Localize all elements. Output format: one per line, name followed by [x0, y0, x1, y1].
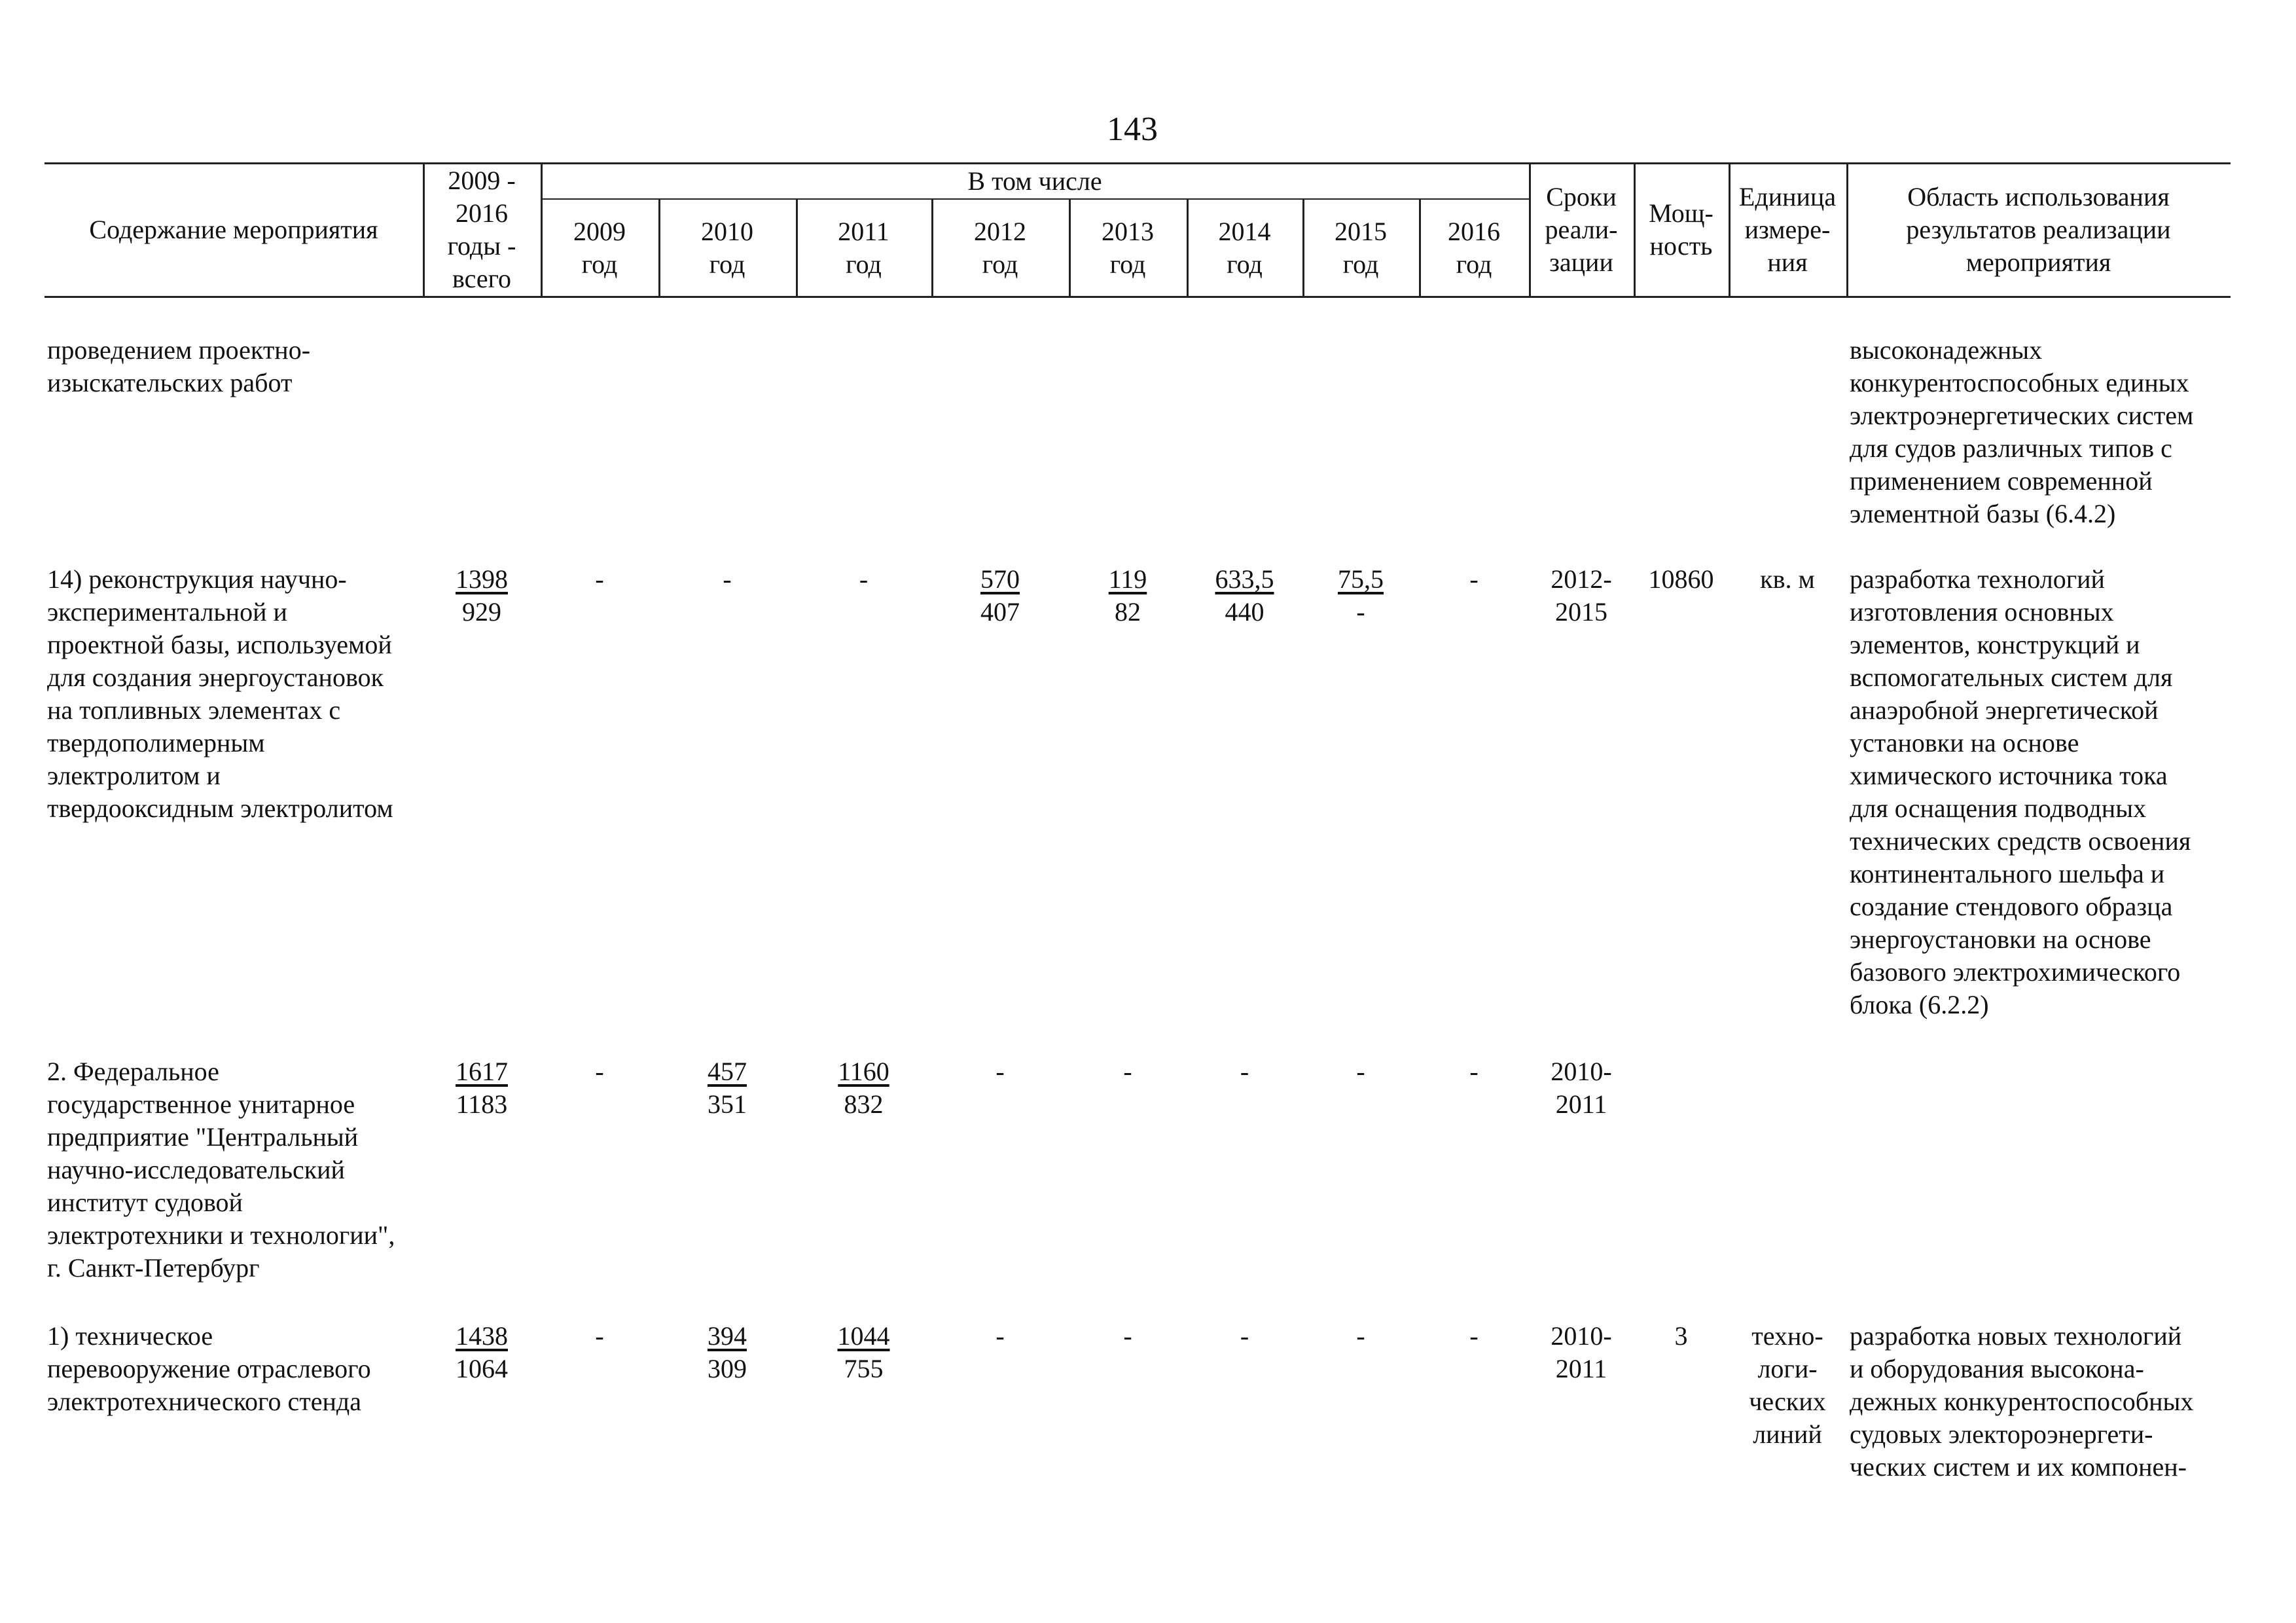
row-area: разработка технологий изготовления основных элементов, конструкций и вспомогательных систем для анаэробной энергетической установки на основе химического источника тока для оснащения подводных технических средств освоения континентального шельфа и создание стендового образца энергоустановки на основе базового электрохимического блока (6.2.2): [1850, 564, 2191, 1019]
year-2013-value: -: [1123, 1057, 1132, 1086]
year-2013-value-bottom: 82: [1115, 597, 1141, 627]
year-2009-value: -: [595, 564, 604, 594]
year-2011-value: [796, 1055, 931, 1121]
year-2012-value: [931, 563, 1069, 629]
year-2014-value: -: [1240, 1321, 1249, 1351]
total-value-top: 1438: [456, 1321, 508, 1351]
year-2013-value: -: [1123, 1321, 1132, 1351]
row-content: 14) реконструкция научно- экспериментальной и проектной базы, используемой для создания энергоустановок на топливных элементах с твердополимерным электролитом и твердооксидным электролитом: [47, 564, 393, 823]
year-2010-value-bottom: 351: [708, 1089, 747, 1119]
header-total: 2009 - 2016 годы - всего: [447, 166, 516, 293]
header-year-2013: 2013 год: [1102, 216, 1154, 279]
header-area: Область использования результатов реализации мероприятия: [1906, 182, 2171, 277]
row-content: 1) техническое перевооружение отраслевого электротехнического стенда: [47, 1321, 371, 1416]
year-2016-value: -: [1469, 1321, 1479, 1351]
year-2010-value: [658, 1320, 796, 1385]
year-2013-value-top: 119: [1108, 564, 1147, 594]
year-2010-value-top: 457: [708, 1057, 747, 1086]
header-year-2012: 2012 год: [974, 216, 1026, 279]
capacity-value: 10860: [1648, 564, 1714, 594]
year-2014-value-bottom: 440: [1225, 597, 1265, 627]
row-content: 2. Федеральное государственное унитарное предприятие "Центральный научно-исследовательский институт судовой электротехники и технологии", г. Санкт-Петербург: [47, 1057, 395, 1283]
year-2014-value: -: [1240, 1057, 1249, 1086]
header-content: Содержание мероприятия: [89, 215, 378, 244]
year-2012-value: -: [996, 1057, 1005, 1086]
year-2015-value: [1302, 563, 1419, 629]
year-2012-value-bottom: 407: [980, 597, 1020, 627]
year-2010-value-top: 394: [708, 1321, 747, 1351]
page-number: 143: [1107, 111, 1158, 148]
header-year-2011: 2011 год: [838, 216, 889, 279]
header-year-2016: 2016 год: [1448, 216, 1500, 279]
year-2011-value-bottom: 832: [844, 1089, 884, 1119]
row-content: проведением проектно- изыскательских работ: [47, 335, 311, 397]
year-2012-value: -: [996, 1321, 1005, 1351]
header-year-2010: 2010 год: [701, 216, 753, 279]
year-2013-value: [1069, 563, 1187, 629]
terms-value: 2010- 2011: [1551, 1057, 1612, 1119]
header-terms: Сроки реали- зации: [1545, 182, 1618, 277]
terms-value: 2010- 2011: [1551, 1321, 1612, 1383]
year-2010-value: [658, 1055, 796, 1121]
total-value: [423, 1055, 541, 1121]
header-capacity: Мощ- ность: [1649, 198, 1713, 261]
year-2010-value: -: [723, 564, 732, 594]
header-year-2009: 2009 год: [573, 216, 626, 279]
unit-value: техно- логи- ческих линий: [1749, 1321, 1826, 1449]
year-2011-value-top: 1044: [837, 1321, 890, 1351]
year-2010-value-bottom: 309: [708, 1354, 747, 1383]
year-2014-value-top: 633,5: [1215, 564, 1274, 594]
year-2016-value: -: [1469, 564, 1479, 594]
year-2012-value-top: 570: [980, 564, 1020, 594]
total-value-bottom: 1183: [456, 1089, 508, 1119]
year-2016-value: -: [1469, 1057, 1479, 1086]
total-value-top: 1398: [456, 564, 508, 594]
year-2015-value-bottom: -: [1356, 597, 1365, 627]
year-2009-value: -: [595, 1057, 604, 1086]
row-area: разработка новых технологий и оборудования высокона- дежных конкурентоспособных судовых электороэнергети- ческих систем и их компонен-: [1850, 1321, 2194, 1482]
header-including: В том числе: [967, 166, 1102, 196]
terms-value: 2012- 2015: [1551, 564, 1612, 627]
row-area: высоконадежных конкурентоспособных единых электроэнергетических систем для судов различных типов с применением современной элементной базы (6.4.2): [1850, 335, 2194, 528]
year-2014-value: [1187, 563, 1302, 629]
year-2009-value: -: [595, 1321, 604, 1351]
header-bottom-rule: [45, 296, 2231, 298]
year-2011-value: [796, 1320, 931, 1385]
year-2015-value-top: 75,5: [1338, 564, 1384, 594]
header-year-2014: 2014 год: [1218, 216, 1271, 279]
total-value: [423, 1320, 541, 1385]
total-value-bottom: 929: [462, 597, 501, 627]
year-2015-value: -: [1356, 1321, 1365, 1351]
unit-value: кв. м: [1760, 564, 1815, 594]
header-year-2015: 2015 год: [1335, 216, 1387, 279]
total-value-top: 1617: [456, 1057, 508, 1086]
year-2015-value: -: [1356, 1057, 1365, 1086]
year-2011-value: -: [859, 564, 869, 594]
total-value: [423, 563, 541, 629]
capacity-value: 3: [1674, 1321, 1688, 1351]
year-2011-value-bottom: 755: [844, 1354, 884, 1383]
total-value-bottom: 1064: [456, 1354, 508, 1383]
year-2011-value-top: 1160: [838, 1057, 889, 1086]
header-unit: Единица измере- ния: [1738, 182, 1837, 277]
